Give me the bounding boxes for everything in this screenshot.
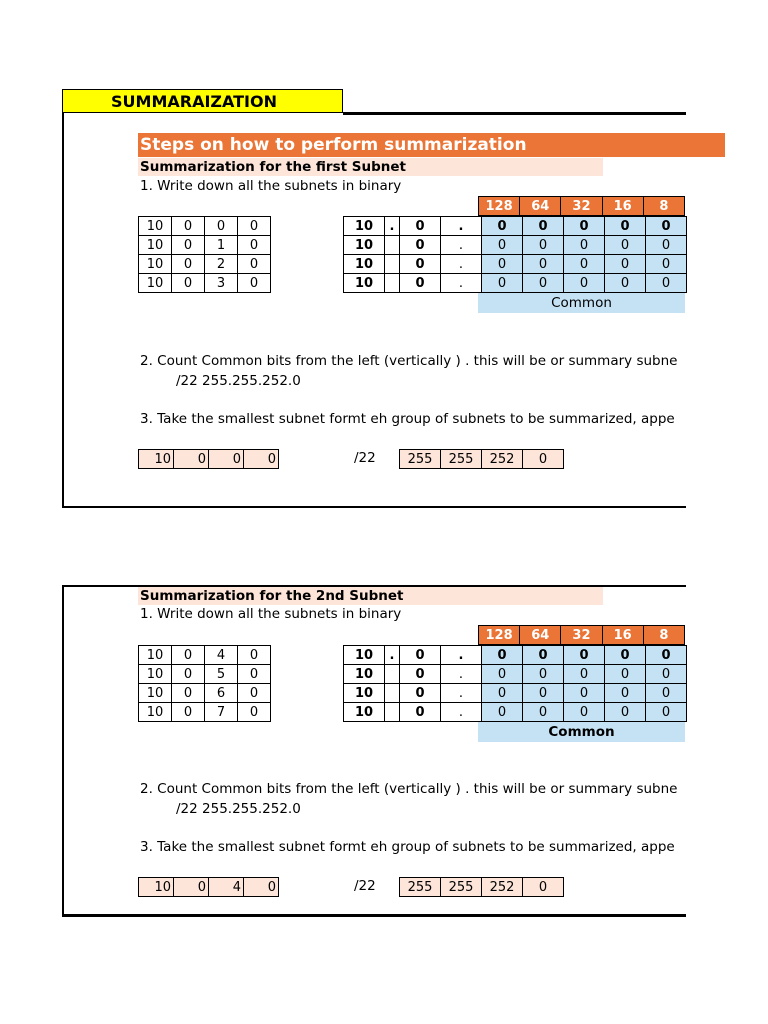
octet-cell: 6: [205, 684, 238, 703]
section1-step3: 3. Take the smallest subnet formt eh group of subnets to be summarized, appe: [140, 411, 675, 427]
bit-cell: 0: [605, 236, 646, 255]
octet-cell: 10: [139, 255, 172, 274]
mask-octet-cell: 255: [400, 450, 441, 469]
bit-cell: 0: [605, 646, 646, 665]
octet-cell: 10: [139, 236, 172, 255]
bit-weight-cell: 32: [561, 626, 602, 645]
octet-cell: 0: [238, 255, 271, 274]
mask-octet-cell: 252: [482, 450, 523, 469]
octet-cell: 0: [238, 236, 271, 255]
mask-octet-cell: 252: [482, 878, 523, 897]
octet-cell: 0: [209, 450, 244, 469]
section2-left-border: [62, 586, 64, 916]
table-row: [344, 217, 687, 236]
octet-cell: 3: [205, 274, 238, 293]
bit-cell: 0: [646, 684, 687, 703]
octet-cell: 0: [172, 646, 205, 665]
bit-cell: 0: [482, 217, 523, 236]
bit-cell: 0: [482, 684, 523, 703]
bit-weight-cell: 32: [561, 197, 602, 216]
octet-cell: 10: [139, 878, 174, 897]
octet-cell: 10: [139, 703, 172, 722]
table-row: [139, 236, 271, 255]
bit-weight-cell: 8: [643, 626, 684, 645]
dot-cell: .: [441, 217, 482, 236]
bit-cell: 0: [523, 684, 564, 703]
bit-cell: 0: [646, 236, 687, 255]
result-row: [139, 450, 279, 469]
section2-bottom-border: [62, 914, 686, 917]
octet-cell: 0: [400, 274, 441, 293]
steps-heading: Steps on how to perform summarization: [138, 133, 725, 157]
bit-cell: 0: [564, 217, 605, 236]
octet-cell: 10: [344, 646, 385, 665]
bit-cell: 0: [523, 255, 564, 274]
bit-cell: 0: [482, 646, 523, 665]
dot-cell: .: [441, 236, 482, 255]
bit-header: [479, 626, 685, 645]
bit-cell: 0: [646, 217, 687, 236]
octet-cell: 0: [400, 665, 441, 684]
bit-cell: 0: [605, 217, 646, 236]
common-bits-label: Common: [478, 722, 685, 742]
bit-weight-cell: 8: [643, 197, 684, 216]
dot-cell: .: [441, 255, 482, 274]
octet-cell: 10: [139, 217, 172, 236]
bit-cell: 0: [523, 274, 564, 293]
octet-cell: 10: [139, 646, 172, 665]
dot-cell: .: [441, 274, 482, 293]
bit-cell: 0: [564, 665, 605, 684]
bit-cell: 0: [523, 217, 564, 236]
octet-cell: 0: [400, 703, 441, 722]
bit-cell: 0: [523, 703, 564, 722]
bit-weight-cell: 64: [520, 626, 561, 645]
octet-cell: 0: [238, 217, 271, 236]
bit-cell: 0: [564, 646, 605, 665]
section2-mask-line: /22 255.255.252.0: [176, 801, 301, 817]
common-bits-label: Common: [478, 293, 685, 313]
table-row: [344, 274, 687, 293]
octet-cell: 0: [238, 646, 271, 665]
table-row: [344, 646, 687, 665]
table-row: [139, 665, 271, 684]
octet-cell: 4: [209, 878, 244, 897]
bit-cell: 0: [646, 255, 687, 274]
decimal-subnet-table: [138, 645, 271, 722]
octet-cell: 10: [344, 665, 385, 684]
bit-cell: 0: [605, 274, 646, 293]
dot-cell: .: [441, 665, 482, 684]
bit-cell: 0: [523, 646, 564, 665]
bit-cell: 0: [646, 665, 687, 684]
summary-prefix: /22: [354, 450, 376, 466]
table-row: [139, 274, 271, 293]
octet-cell: 0: [172, 217, 205, 236]
bit-weight-cell: 16: [602, 626, 643, 645]
octet-cell: 0: [238, 665, 271, 684]
summary-network-address: [138, 877, 279, 897]
bit-cell: 0: [523, 665, 564, 684]
octet-cell: 0: [174, 878, 209, 897]
dot-cell: [385, 665, 400, 684]
binary-subnet-table: [343, 216, 687, 293]
bit-cell: 0: [523, 236, 564, 255]
summary-subnet-mask: [399, 877, 564, 897]
table-row: [344, 703, 687, 722]
octet-cell: 10: [344, 255, 385, 274]
bit-cell: 0: [482, 665, 523, 684]
bit-header-row: [478, 625, 685, 645]
octet-cell: 0: [400, 684, 441, 703]
octet-cell: 0: [238, 274, 271, 293]
bit-weight-cell: 64: [520, 197, 561, 216]
octet-cell: 10: [344, 274, 385, 293]
octet-cell: 0: [400, 646, 441, 665]
octet-cell: 0: [172, 274, 205, 293]
octet-cell: 0: [400, 217, 441, 236]
octet-cell: 10: [139, 450, 174, 469]
octet-cell: 0: [172, 684, 205, 703]
mask-octet-cell: 0: [523, 878, 564, 897]
octet-cell: 0: [172, 703, 205, 722]
table-row: [344, 684, 687, 703]
octet-cell: 0: [172, 236, 205, 255]
octet-cell: 0: [174, 450, 209, 469]
table-row: [139, 255, 271, 274]
octet-cell: 10: [344, 684, 385, 703]
bit-cell: 0: [646, 646, 687, 665]
bit-cell: 0: [564, 255, 605, 274]
table-row: [139, 646, 271, 665]
octet-cell: 0: [244, 450, 279, 469]
bit-cell: 0: [646, 703, 687, 722]
table-row: [139, 684, 271, 703]
bit-cell: 0: [564, 703, 605, 722]
bit-header: [479, 197, 685, 216]
table-row: [139, 703, 271, 722]
section1-subtitle: Summarization for the first Subnet: [138, 158, 603, 176]
bit-cell: 0: [482, 255, 523, 274]
octet-cell: 0: [205, 217, 238, 236]
section1-bottom-border: [62, 506, 686, 508]
octet-cell: 4: [205, 646, 238, 665]
octet-cell: 10: [139, 684, 172, 703]
bit-cell: 0: [564, 684, 605, 703]
section2-step2: 2. Count Common bits from the left (vertically ) . this will be or summary subne: [140, 781, 678, 797]
dot-cell: .: [441, 646, 482, 665]
bit-header-row: [478, 196, 685, 216]
table-row: [344, 236, 687, 255]
bit-weight-cell: 128: [479, 197, 520, 216]
result-row: [139, 878, 279, 897]
result-row: [400, 450, 564, 469]
octet-cell: 0: [238, 684, 271, 703]
octet-cell: 10: [344, 217, 385, 236]
octet-cell: 5: [205, 665, 238, 684]
dot-cell: [385, 703, 400, 722]
bit-cell: 0: [482, 236, 523, 255]
octet-cell: 10: [139, 274, 172, 293]
section2-step3: 3. Take the smallest subnet formt eh group of subnets to be summarized, appe: [140, 839, 675, 855]
octet-cell: 10: [344, 703, 385, 722]
octet-cell: 10: [139, 665, 172, 684]
octet-cell: 1: [205, 236, 238, 255]
summary-subnet-mask: [399, 449, 564, 469]
mask-octet-cell: 0: [523, 450, 564, 469]
sheet-title: SUMMARAIZATION: [62, 89, 343, 113]
bit-cell: 0: [564, 236, 605, 255]
mask-octet-cell: 255: [441, 878, 482, 897]
section1-step2: 2. Count Common bits from the left (vertically ) . this will be or summary subne: [140, 353, 678, 369]
section1-left-border: [62, 113, 64, 508]
dot-cell: .: [385, 217, 400, 236]
summary-network-address: [138, 449, 279, 469]
mask-octet-cell: 255: [441, 450, 482, 469]
section1-step1: 1. Write down all the subnets in binary: [140, 178, 402, 194]
bit-cell: 0: [605, 684, 646, 703]
table-row: [139, 217, 271, 236]
bit-cell: 0: [605, 255, 646, 274]
dot-cell: [385, 255, 400, 274]
bit-weight-cell: 16: [602, 197, 643, 216]
section2-subtitle: Summarization for the 2nd Subnet: [138, 587, 603, 605]
dot-cell: [385, 236, 400, 255]
decimal-subnet-table: [138, 216, 271, 293]
dot-cell: [385, 274, 400, 293]
octet-cell: 0: [172, 665, 205, 684]
dot-cell: .: [441, 703, 482, 722]
dot-cell: [385, 684, 400, 703]
bit-cell: 0: [482, 703, 523, 722]
bit-cell: 0: [482, 274, 523, 293]
octet-cell: 10: [344, 236, 385, 255]
bit-cell: 0: [605, 703, 646, 722]
section2-step1: 1. Write down all the subnets in binary: [140, 606, 402, 622]
bit-cell: 0: [605, 665, 646, 684]
dot-cell: .: [441, 684, 482, 703]
bit-cell: 0: [564, 274, 605, 293]
result-row: [400, 878, 564, 897]
table-row: [344, 665, 687, 684]
binary-subnet-table: [343, 645, 687, 722]
octet-cell: 7: [205, 703, 238, 722]
bit-cell: 0: [646, 274, 687, 293]
octet-cell: 0: [238, 703, 271, 722]
bit-weight-cell: 128: [479, 626, 520, 645]
octet-cell: 0: [172, 255, 205, 274]
dot-cell: .: [385, 646, 400, 665]
section1-top-border: [343, 112, 686, 115]
octet-cell: 2: [205, 255, 238, 274]
section1-mask-line: /22 255.255.252.0: [176, 373, 301, 389]
summary-prefix: /22: [354, 878, 376, 894]
octet-cell: 0: [244, 878, 279, 897]
table-row: [344, 255, 687, 274]
octet-cell: 0: [400, 255, 441, 274]
octet-cell: 0: [400, 236, 441, 255]
mask-octet-cell: 255: [400, 878, 441, 897]
